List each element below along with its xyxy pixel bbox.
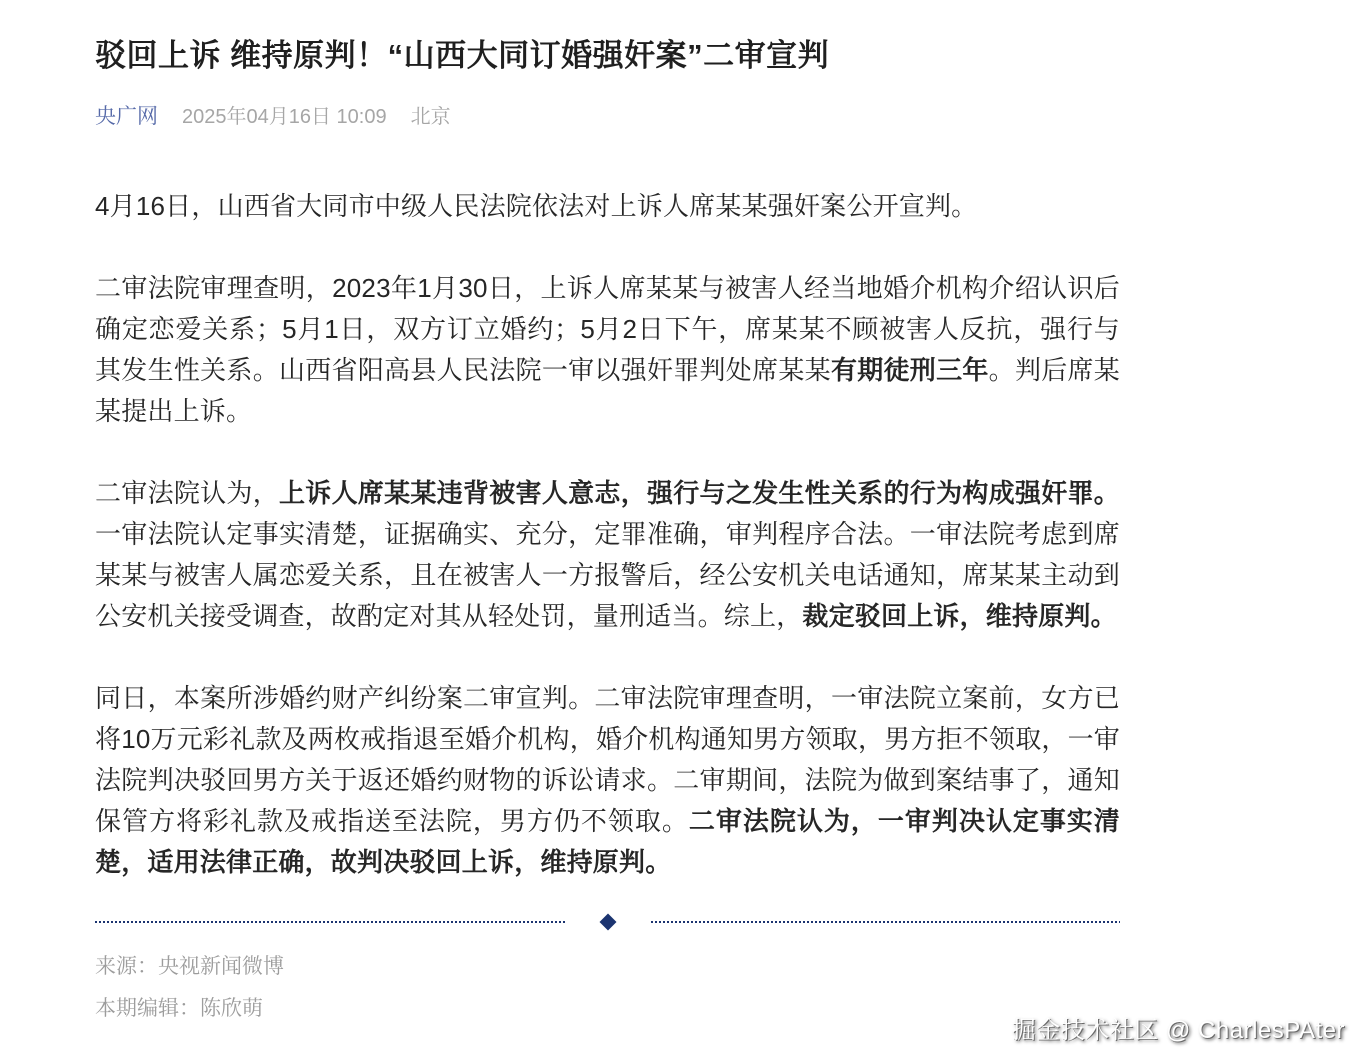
footer-editor: 本期编辑：陈欣萌 — [95, 997, 263, 1020]
byline-datetime: 2025年04月16日 10:09 — [182, 106, 387, 128]
paragraph — [95, 678, 1120, 883]
divider-dotted-line-right — [651, 921, 1121, 923]
paragraph-text-run: 4月16日，山西省大同市中级人民法院依法对上诉人席某某强奸案公开宣判。 — [95, 191, 978, 221]
paragraph — [95, 473, 1120, 637]
article — [95, 34, 1120, 1030]
article-body — [95, 186, 1120, 883]
byline — [95, 100, 1120, 130]
footer-source: 来源：央视新闻微博 — [95, 955, 284, 978]
article-title: 驳回上诉 维持原判！“山西大同订婚强奸案”二审宣判 — [95, 38, 830, 73]
byline-location: 北京 — [410, 106, 451, 128]
paragraph-text-run: 一审法院认定事实清楚，证据确实、充分，定罪准确，审判程序合法。一审法院考虑到席某某与被害人属恋爱关系，且在被害人一方报警后，经公安机关电话通知，席某某主动到公安机关接受调查，故酌定对其从轻处罚，量刑适当。综上， — [95, 519, 1120, 631]
paragraph-text-run: 。判后席某某提出上诉。 — [95, 355, 1120, 426]
watermark: 掘金技术社区 @ CharlesPAter — [1011, 1017, 1345, 1044]
paragraph-bold-run: 上诉人席某某违背被害人意志，强行与之发生性关系的行为构成强奸罪。 — [279, 478, 1121, 508]
section-divider — [95, 914, 1120, 930]
paragraph — [95, 268, 1120, 432]
paragraph-bold-run: 裁定驳回上诉，维持原判。 — [802, 601, 1117, 631]
article-footer — [95, 946, 1120, 1030]
paragraph-text-run: 二审法院认为， — [95, 478, 279, 508]
byline-source-link[interactable]: 央广网 — [95, 105, 158, 128]
diamond-icon — [599, 914, 616, 931]
paragraph-text-run: 同日，本案所涉婚约财产纠纷案二审宣判。二审法院审理查明，一审法院立案前，女方已将10万元彩礼款及两枚戒指退至婚介机构，婚介机构通知男方领取，男方拒不领取，一审法院判决驳回男方关于返还婚约财物的诉讼请求。二审期间，法院为做到案结事了，通知保管方将彩礼款及戒指送至法院，男方仍不领取。 — [95, 683, 1120, 836]
paragraph-bold-run: 有期徒刑三年 — [830, 355, 989, 385]
paragraph-bold-run: 二审法院认为，一审判决认定事实清楚，适用法律正确，故判决驳回上诉，维持原判。 — [95, 806, 1121, 877]
divider-dotted-line-left — [95, 921, 565, 923]
paragraph-text-run: 二审法院审理查明，2023年1月30日，上诉人席某某与被害人经当地婚介机构介绍认识后确定恋爱关系；5月1日，双方订立婚约；5月2日下午，席某某不顾被害人反抗，强行与其发生性关系。山西省阳高县人民法院一审以强奸罪判处席某某 — [95, 273, 1120, 385]
paragraph — [95, 186, 1120, 227]
